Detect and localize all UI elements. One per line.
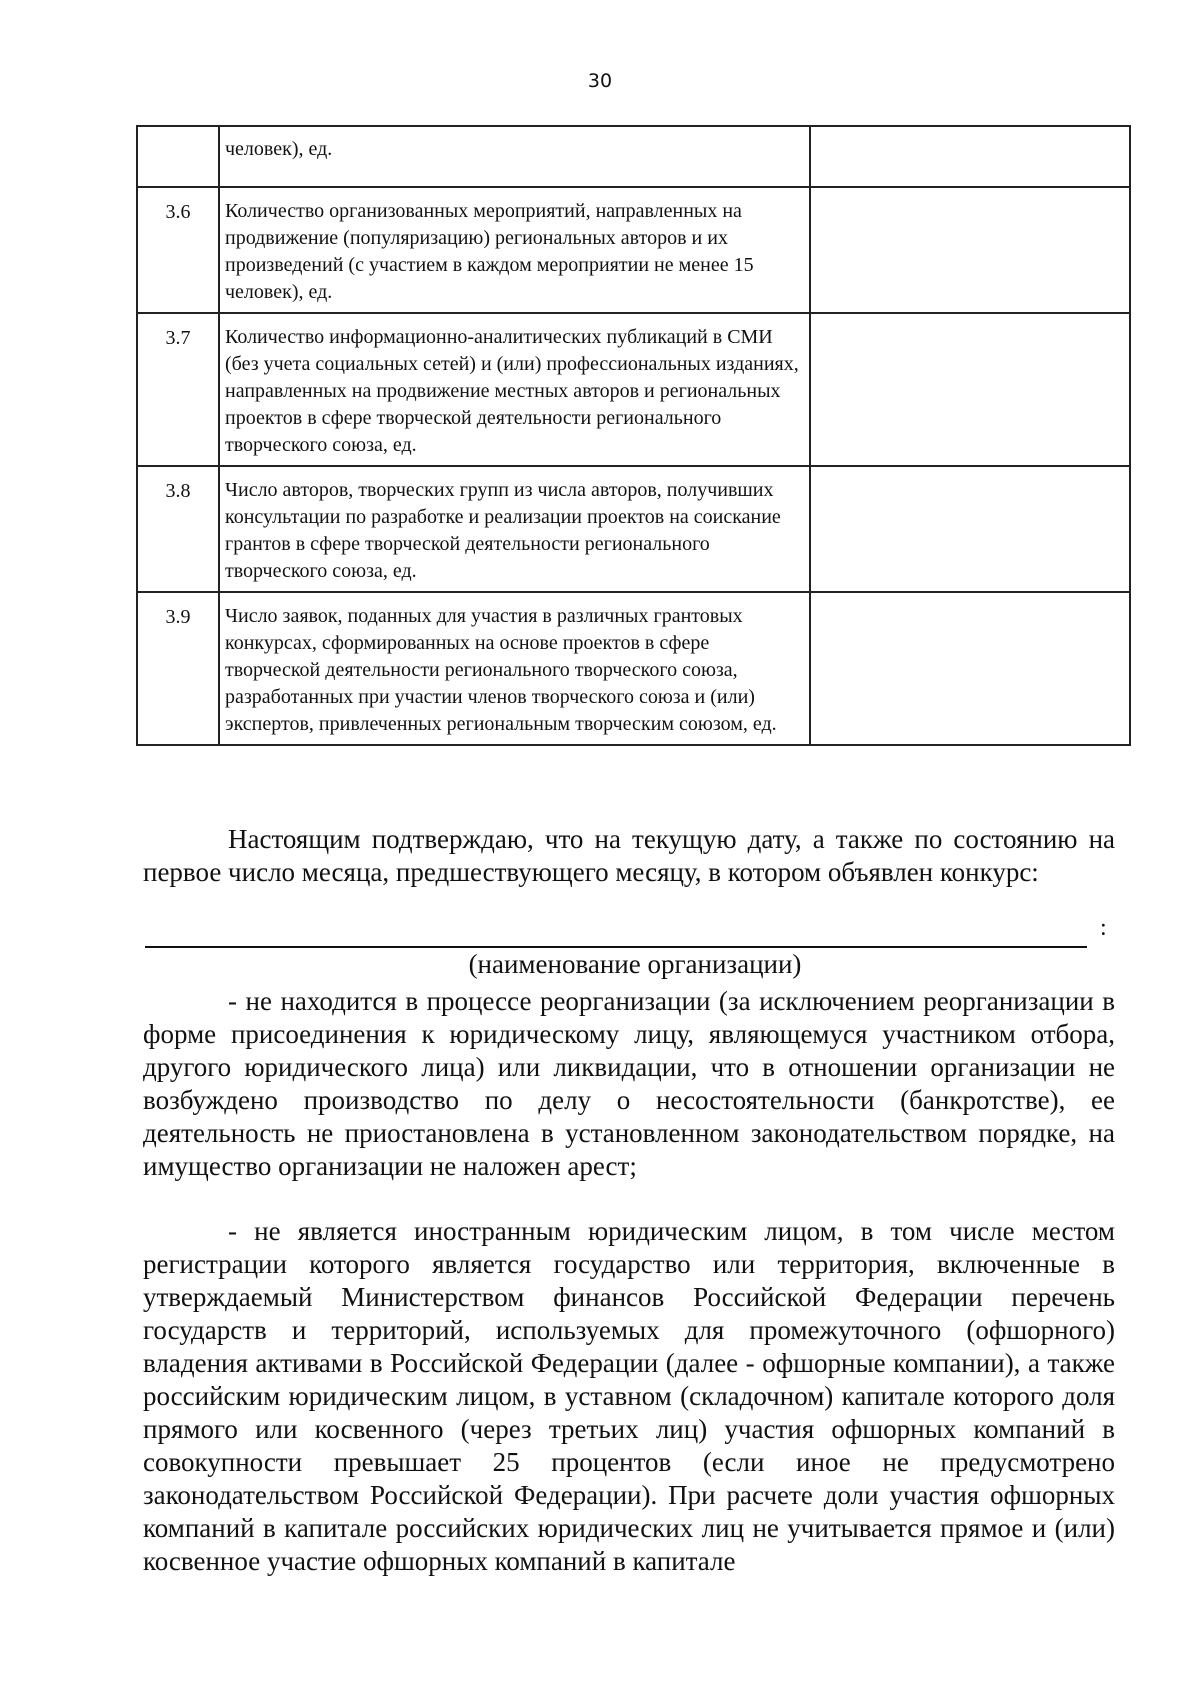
indicator-description: Количество информационно-аналитических публикаций в СМИ (без учета социальных сетей) и (или) профессиональных изданиях, направленных на продвижение местных авторов и региональных проектов в сфере творческой деятельности регионального творческого союза, ед.: [219, 313, 810, 466]
indicator-description: человек), ед.: [219, 126, 810, 187]
table-row: [137, 187, 1130, 313]
fill-line-end-mark: :: [1100, 915, 1107, 941]
indicators-table: [136, 125, 1131, 746]
indicator-value-cell: [810, 313, 1130, 466]
indicator-description: Количество организованных мероприятий, направленных на продвижение (популяризацию) региональных авторов и их произведений (с участием в каждом мероприятии не менее 15 человек), ед.: [219, 187, 810, 313]
reorganization-paragraph: - не находится в процессе реорганизации (за исключением реорганизации в форме присоединения к юридическому лицу, являющемуся участником отбора, другого юридического лица) или ликвидации, что в отношении организации не возбуждено производство по делу о несостоятельности (банкротстве), ее деятельность не приостановлена в установленном законодательством порядке, на имущество организации не наложен арест;: [143, 986, 1115, 1181]
page-number: 30: [587, 70, 613, 92]
row-number: [137, 126, 219, 187]
row-number: 3.9: [137, 592, 219, 745]
table-row: [137, 592, 1130, 745]
confirmation-paragraph: Настоящим подтверждаю, что на текущую дату, а также по состоянию на первое число месяца, предшествующего месяцу, в котором объявлен конкурс:: [143, 824, 1115, 887]
offshore-paragraph: - не является иностранным юридическим лицом, в том числе местом регистрации которого является государство или территория, включенные в утверждаемый Министерством финансов Российской Федерации перечень государств и территорий, используемых для промежуточного (офшорного) владения активами в Российской Федерации (далее - офшорные компании), а также российским юридическим лицом, в уставном (складочном) капитале которого доля прямого или косвенного (через третьих лиц) участия офшорных компаний в совокупности превышает 25 процентов (если иное не предусмотрено законодательством Российской Федерации). При расчете доли участия офшорных компаний в капитале российских юридических лиц не учитывается прямое и (или) косвенное участие офшорных компаний в капитале: [143, 1216, 1115, 1576]
row-number: 3.8: [137, 466, 219, 592]
indicator-value-cell: [810, 126, 1130, 187]
indicator-value-cell: [810, 466, 1130, 592]
indicator-description: Число авторов, творческих групп из числа авторов, получивших консультации по разработке и реализации проектов на соискание грантов в сфере творческой деятельности регионального творческого союза, ед.: [219, 466, 810, 592]
indicator-value-cell: [810, 187, 1130, 313]
table-row: [137, 466, 1130, 592]
table-row: [137, 126, 1130, 187]
indicator-description: Число заявок, поданных для участия в различных грантовых конкурсах, сформированных на основе проектов в сфере творческой деятельности регионального творческого союза, разработанных при участии членов творческого союза и (или) экспертов, привлеченных региональным творческим союзом, ед.: [219, 592, 810, 745]
organization-name-caption: (наименование организации): [468, 949, 802, 979]
row-number: 3.6: [137, 187, 219, 313]
row-number: 3.7: [137, 313, 219, 466]
indicator-value-cell: [810, 592, 1130, 745]
organization-name-fill-line: [145, 946, 1087, 948]
table-row: [137, 313, 1130, 466]
